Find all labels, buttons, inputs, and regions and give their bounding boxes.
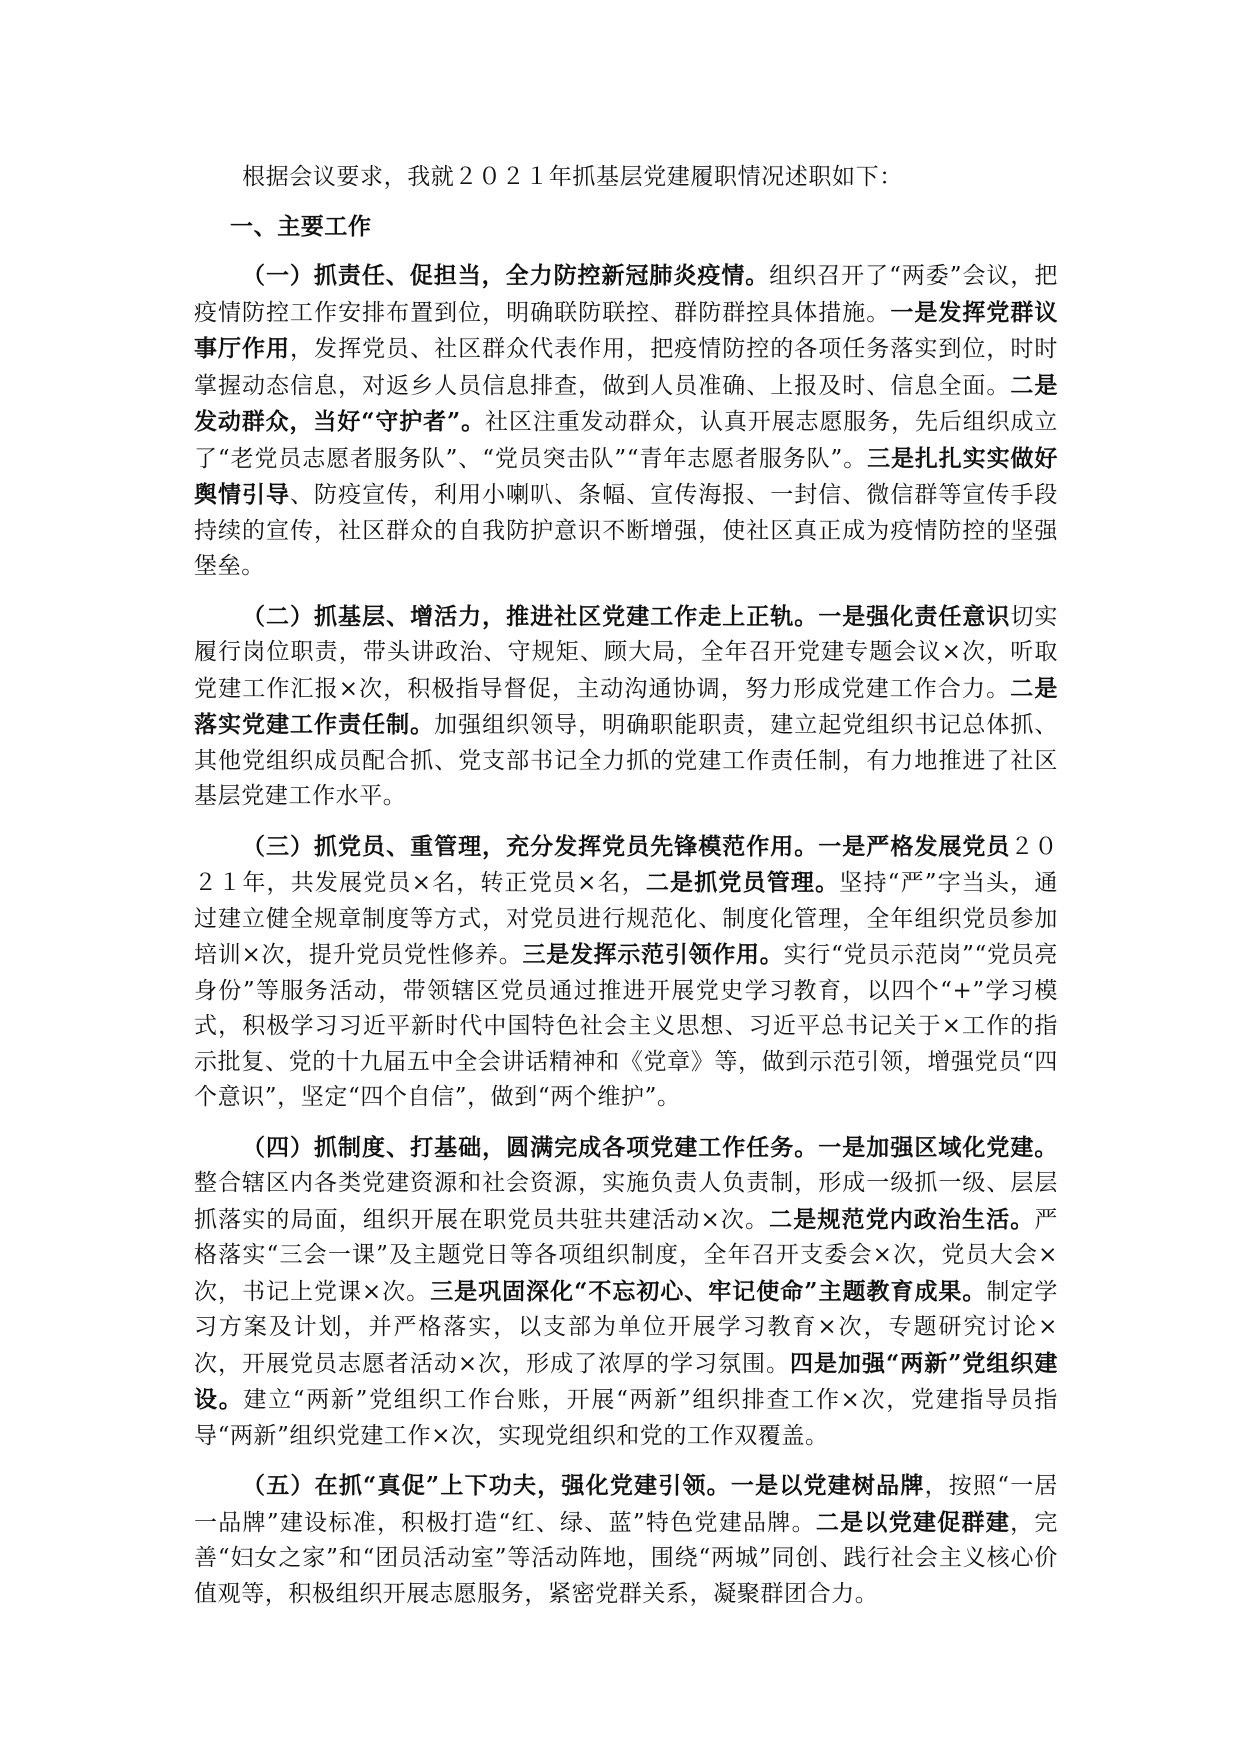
para1-seg-0: （一）抓责任、促担当，全力防控新冠肺炎疫情。	[242, 262, 770, 289]
para1-seg-1: 组织召开了“两委”会议，把疫情防控工作安排布置到位，明确联防联控、群防群控具体措施。	[194, 263, 1058, 326]
para4-seg-5: 制定学习方案及计划，并严格落实，以支部为单位开展学习教育×次，专题研究讨论×次，开展党员志愿者活动×次，形成了浓厚的学习氛围。	[194, 1278, 1059, 1377]
para5-seg-0: （五）在抓“真促”上下功夫，强化党建引领。一是以党建树品牌	[242, 1472, 925, 1499]
para1-seg-5: 社区注重发动群众，认真开展志愿服务，先后组织成立了“老党员志愿者服务队”、“党员突击队”“青年志愿者服务队”。	[194, 409, 1058, 472]
para2-seg-1: 切实履行岗位职责，带头讲政治、守规矩、顾大局，全年召开党建专题会议×次，听取党建工作汇报×次，积极指导督促，主动沟通协调，努力形成党建工作合力。	[194, 603, 1059, 702]
para2-seg-0: （二）抓基层、增活力，推进社区党建工作走上正轨。一是强化责任意识	[242, 602, 1011, 630]
para3-seg-2: 二是抓党员管理。	[645, 869, 840, 896]
para4-seg-7: 建立“两新”党组织工作台账，开展“两新”组织排查工作×次，党建指导员指导“两新”组织党建工作×次，实现党组织和党的工作双覆盖。	[194, 1387, 1059, 1449]
para3-seg-1: ２０２１年，共发展党员×名，转正党员×名，	[194, 833, 1059, 896]
para4-seg-3: 严格落实“三会一课”及主题党日等各项组织制度，全年召开支委会×次，党员大会×次，书记上党课×次。	[194, 1206, 1058, 1305]
para5-seg-3: ，完善“妇女之家”和“团员活动室”等活动阵地，围绕“两城”同创、践行社会主义核心价值观等，积极组织开展志愿服务，紧密党群关系，凝聚群团合力。	[194, 1509, 1058, 1607]
para4-seg-4: 三是巩固深化“不忘初心、牢记使命”主题教育成果。	[430, 1277, 987, 1305]
intro-paragraph: 根据会议要求，我就２０２１年抓基层党建履职情况述职如下：	[242, 164, 903, 190]
para1-seg-6: 三是扎扎实实做好舆情引导	[194, 444, 1058, 508]
paragraph-4	[194, 1130, 1058, 1455]
paragraph-1	[194, 258, 1058, 585]
paragraph-3	[194, 829, 1058, 1116]
section-heading: 一、主要工作	[230, 213, 372, 240]
para4-seg-6: 四是加强“两新”党组织建设。	[194, 1349, 1058, 1413]
para3-seg-0: （三）抓党员、重管理，充分发挥党员先锋模范作用。一是严格发展党员	[242, 832, 1011, 860]
para5-seg-2: 二是以党建促群建	[815, 1508, 1011, 1536]
paragraph-2	[194, 599, 1058, 815]
document-page	[194, 160, 1058, 1626]
para5-seg-1: ，按照“一居一品牌”建设标准，积极打造“红、绿、蓝”特色党建品牌。	[194, 1473, 1059, 1536]
para3-seg-5: 实行“党员示范岗”“党员亮身份”等服务活动，带领辖区党员通过推进开展党史学习教育，以四个“+”学习模式，积极学习习近平新时代中国特色社会主义思想、习近平总书记关于×工作的指示批复、党的十九届五中全会讲话精神和《党章》等，做到示范引领，增强党员“四个意识”，坚定“四个自信”，做到“两个维护”。	[194, 942, 1059, 1110]
paragraph-5	[194, 1468, 1058, 1612]
para4-seg-2: 二是规范党内政治生活。	[769, 1205, 1035, 1233]
para1-seg-7: 、防疫宣传，利用小喇叭、条幅、宣传海报、一封信、微信群等宣传手段持续的宣传，社区群众的自我防护意识不断增强，使社区真正成为疫情防控的坚强堡垒。	[194, 482, 1058, 579]
para1-seg-2: 一是发挥党群议事厅作用	[194, 298, 1058, 362]
para3-seg-3: 坚持“严”字当头，通过建立健全规章制度等方式，对党员进行规范化、制度化管理，全年组织党员参加培训×次，提升党员党性修养。	[194, 870, 1058, 968]
para2-seg-3: 加强组织领导，明确职能职责，建立起党组织书记总体抓、其他党组织成员配合抓、党支部书记全力抓的党建工作责任制，有力地推进了社区基层党建工作水平。	[194, 712, 1059, 809]
para4-seg-1: 整合辖区内各类党建资源和社会资源，实施负责人负责制，形成一级抓一级、层层抓落实的局面，组织开展在职党员共驻共建活动×次。	[194, 1170, 1058, 1233]
para1-seg-4: 二是发动群众，当好“守护者”。	[194, 371, 1059, 435]
para2-seg-2: 二是落实党建工作责任制。	[194, 674, 1058, 738]
para4-seg-0: （四）抓制度、打基础，圆满完成各项党建工作任务。一是加强区域化党建。	[242, 1133, 1058, 1161]
para1-seg-3: ，发挥党员、社区群众代表作用，把疫情防控的各项任务落实到位，时时掌握动态信息，对返乡人员信息排查，做到人员准确、上报及时、信息全面。	[194, 336, 1058, 399]
para3-seg-4: 三是发挥示范引领作用。	[522, 941, 784, 968]
